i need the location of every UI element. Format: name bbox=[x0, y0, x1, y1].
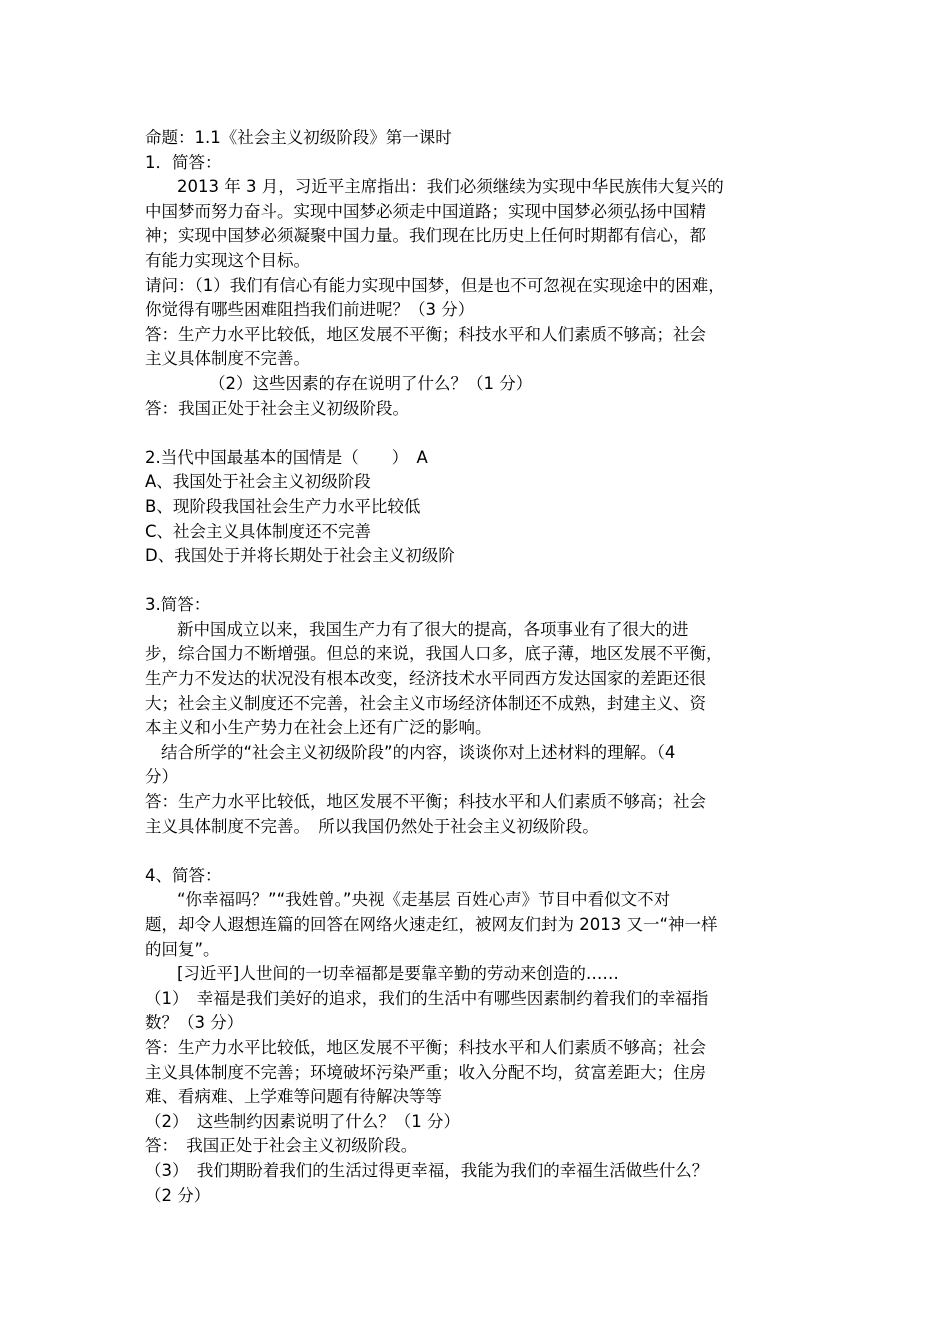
q2-stem: 2.当代中国最基本的国情是（ ） A bbox=[145, 447, 428, 467]
q3-material-line: 步，综合国力不断增强。但总的来说，我国人口多，底子薄，地区发展不平衡， bbox=[145, 644, 723, 664]
q4-heading: 4、简答： bbox=[145, 865, 222, 885]
q3-material-line: 大；社会主义制度还不完善，社会主义市场经济体制还不成熟，封建主义、资 bbox=[145, 693, 706, 713]
q1-answer1-line: 主义具体制度不完善。 bbox=[145, 349, 310, 369]
q2-option-a: A、我国处于社会主义初级阶段 bbox=[145, 472, 371, 492]
q4-answer1-line: 难、看病难、上学难等问题有待解决等等 bbox=[145, 1087, 442, 1107]
spacer bbox=[145, 569, 825, 594]
q3-ask-line: 分） bbox=[145, 767, 178, 787]
q1-material-line: 2013 年 3 月，习近平主席指出：我们必须继续为实现中华民族伟大复兴的 bbox=[177, 177, 724, 197]
q1-material-line: 神；实现中国梦必须凝聚中国力量。我们现在比历史上任何时期都有信心，都 bbox=[145, 226, 706, 246]
q4-ask1-line: 数？（3 分） bbox=[145, 1013, 244, 1033]
q3-material-line: 生产力不发达的状况没有根本改变，经济技术水平同西方发达国家的差距还很 bbox=[145, 669, 706, 689]
q3-material-line: 新中国成立以来，我国生产力有了很大的提高，各项事业有了很大的进 bbox=[177, 619, 689, 639]
q4-ask3-line: （2 分） bbox=[145, 1185, 211, 1205]
q3-answer-line: 答：生产力水平比较低，地区发展不平衡；科技水平和人们素质不够高；社会 bbox=[145, 792, 706, 812]
q1-ask2: （2）这些因素的存在说明了什么？（1 分） bbox=[209, 373, 533, 393]
q4-ask3-line: （3） 我们期盼着我们的生活过得更幸福，我能为我们的幸福生活做些什么？ bbox=[145, 1160, 709, 1180]
q2-option-c: C、社会主义具体制度还不完善 bbox=[145, 521, 372, 541]
q4-answer1-line: 主义具体制度不完善；环境破坏污染严重；收入分配不均，贫富差距大；住房 bbox=[145, 1062, 706, 1082]
q4-material-line: 题，却令人遐想连篇的回答在网络火速走红，被网友们封为 2013 又一“神一样 bbox=[145, 915, 718, 934]
q3-answer-line: 主义具体制度不完善。 所以我国仍然处于社会主义初级阶段。 bbox=[145, 816, 599, 836]
spacer bbox=[145, 421, 825, 446]
q1-material-line: 有能力实现这个目标。 bbox=[145, 250, 310, 270]
q4-material-line: 的回复”。 bbox=[145, 939, 220, 959]
q1-answer1-line: 答：生产力水平比较低，地区发展不平衡；科技水平和人们素质不够高；社会 bbox=[145, 324, 706, 344]
q1-material-line: 中国梦而努力奋斗。实现中国梦必须走中国道路；实现中国梦必须弘扬中国精 bbox=[145, 201, 706, 221]
q4-answer1-line: 答：生产力水平比较低，地区发展不平衡；科技水平和人们素质不够高；社会 bbox=[145, 1037, 706, 1057]
q3-ask-line: 结合所学的“社会主义初级阶段”的内容，谈谈你对上述材料的理解。（4 bbox=[161, 742, 676, 762]
q1-answer2: 答：我国正处于社会主义初级阶段。 bbox=[145, 398, 409, 418]
q1-heading: 1．简答： bbox=[145, 152, 222, 172]
q2-option-d: D、我国处于并将长期处于社会主义初级阶 bbox=[145, 546, 455, 566]
q4-ask2: （2） 这些制约因素说明了什么？（1 分） bbox=[145, 1111, 460, 1131]
q1-ask1-line: 你觉得有哪些困难阻挡我们前进呢？（3 分） bbox=[145, 300, 475, 320]
q4-ask1-line: （1） 幸福是我们美好的追求，我们的生活中有哪些因素制约着我们的幸福指 bbox=[145, 988, 709, 1008]
document-page bbox=[145, 126, 825, 1208]
q2-option-b: B、现阶段我国社会生产力水平比较低 bbox=[145, 496, 421, 516]
q4-quote: [习近平]人世间的一切幸福都是要靠辛勤的劳动来创造的…… bbox=[177, 964, 619, 984]
q1-ask1-line: 请问：（1）我们有信心有能力实现中国梦，但是也不可忽视在实现途中的困难， bbox=[145, 275, 725, 295]
q4-answer2: 答： 我国正处于社会主义初级阶段。 bbox=[145, 1136, 418, 1156]
document-title: 命题：1.1《社会主义初级阶段》第一课时 bbox=[145, 128, 452, 147]
spacer bbox=[145, 839, 825, 864]
q3-heading: 3.简答： bbox=[145, 595, 211, 615]
q3-material-line: 本主义和小生产势力在社会上还有广泛的影响。 bbox=[145, 718, 492, 738]
q4-material-line: “你幸福吗？”“我姓曾。”央视《走基层 百姓心声》节目中看似文不对 bbox=[177, 890, 671, 910]
